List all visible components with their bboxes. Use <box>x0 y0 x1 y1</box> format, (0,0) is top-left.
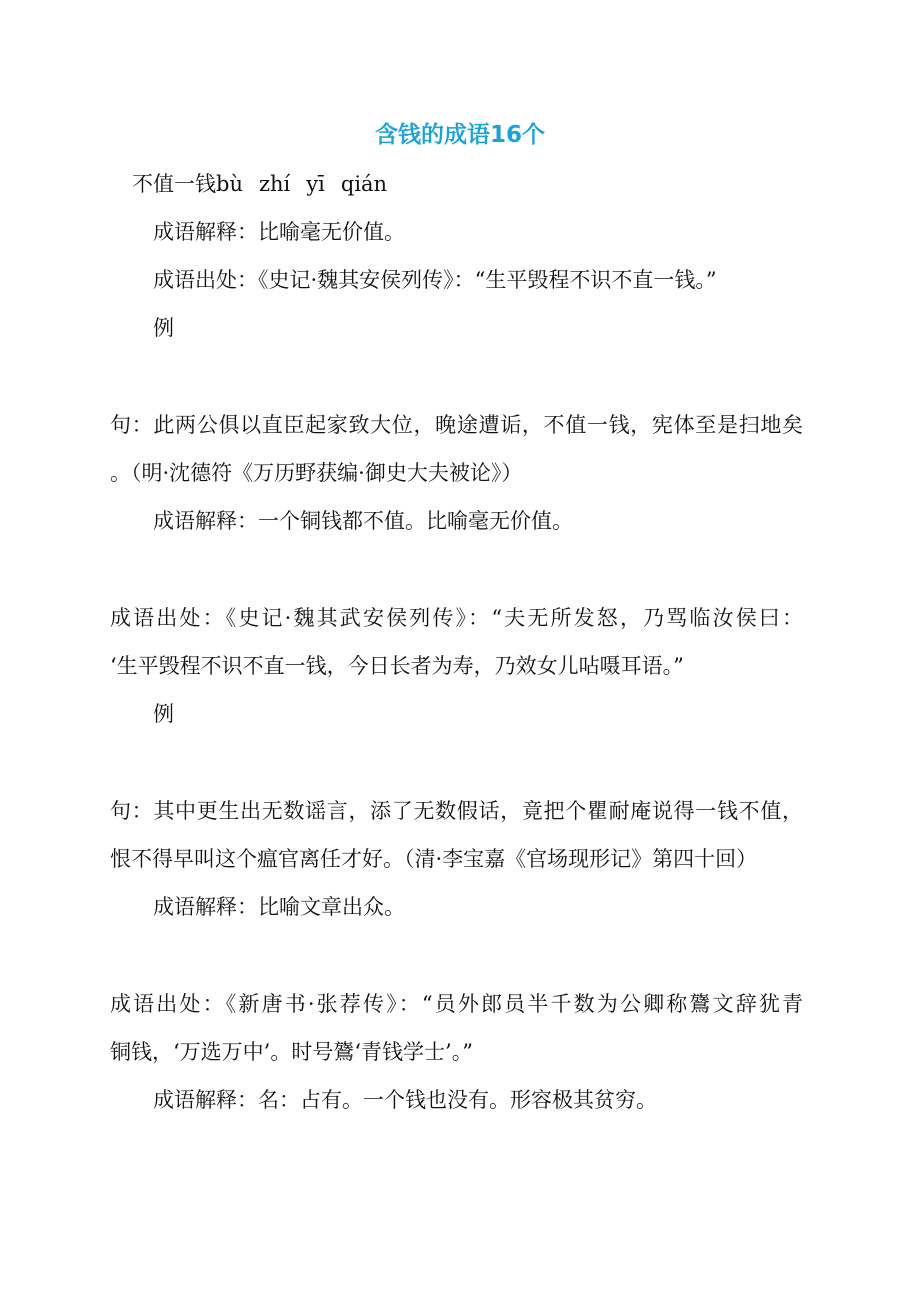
example-sentence-cont: 恨不得早叫这个瘟官离任才好。（清·李宝嘉《官场现形记》第四十回） <box>110 847 758 871</box>
document-title: 含钱的成语16个 <box>374 122 545 148</box>
idiom-explanation: 成语解释：一个铜钱都不值。比喻毫无价值。 <box>153 509 573 533</box>
idiom-explanation: 成语解释：比喻毫无价值。 <box>153 220 405 244</box>
pinyin-syllable: yī <box>306 172 325 196</box>
idiom-source: 成语出处：《史记·魏其安侯列传》：“生平毁程不识不直一钱。” <box>153 268 717 292</box>
idiom-source: 成语出处：《新唐书·张荐传》：“员外郎员半千数为公卿称鷟文辞犹青 <box>110 992 803 1016</box>
example-heading: 例 <box>153 316 174 340</box>
example-sentence: 句：此两公俱以直臣起家致大位，晚途遭诟，不值一钱，宪体至是扫地矣 <box>110 413 803 437</box>
idiom-text: 不值一钱 <box>132 172 216 196</box>
pinyin-syllable: zhí <box>258 172 291 196</box>
idiom-explanation: 成语解释：名：占有。一个钱也没有。形容极其贫穷。 <box>153 1088 657 1112</box>
example-sentence: 句：其中更生出无数谣言，添了无数假话，竟把个瞿耐庵说得一钱不值， <box>110 799 803 823</box>
pinyin-syllable: bù <box>216 172 243 196</box>
idiom-heading <box>132 170 387 198</box>
idiom-explanation: 成语解释：比喻文章出众。 <box>153 895 405 919</box>
example-sentence-cont: 。（明·沈德符《万历野获编·御史大夫被论》） <box>110 461 523 485</box>
example-heading: 例 <box>153 702 174 726</box>
idiom-source-cont: ‘生平毁程不识不直一钱，今日长者为寿，乃效女儿呫嗫耳语。” <box>110 654 684 678</box>
pinyin-syllable: qián <box>340 172 388 196</box>
idiom-source: 成语出处：《史记·魏其武安侯列传》：“夫无所发怒，乃骂临汝侯曰： <box>110 606 803 630</box>
idiom-source-cont: 铜钱，‘万选万中’。时号鷟‘青钱学士’。” <box>110 1040 473 1064</box>
